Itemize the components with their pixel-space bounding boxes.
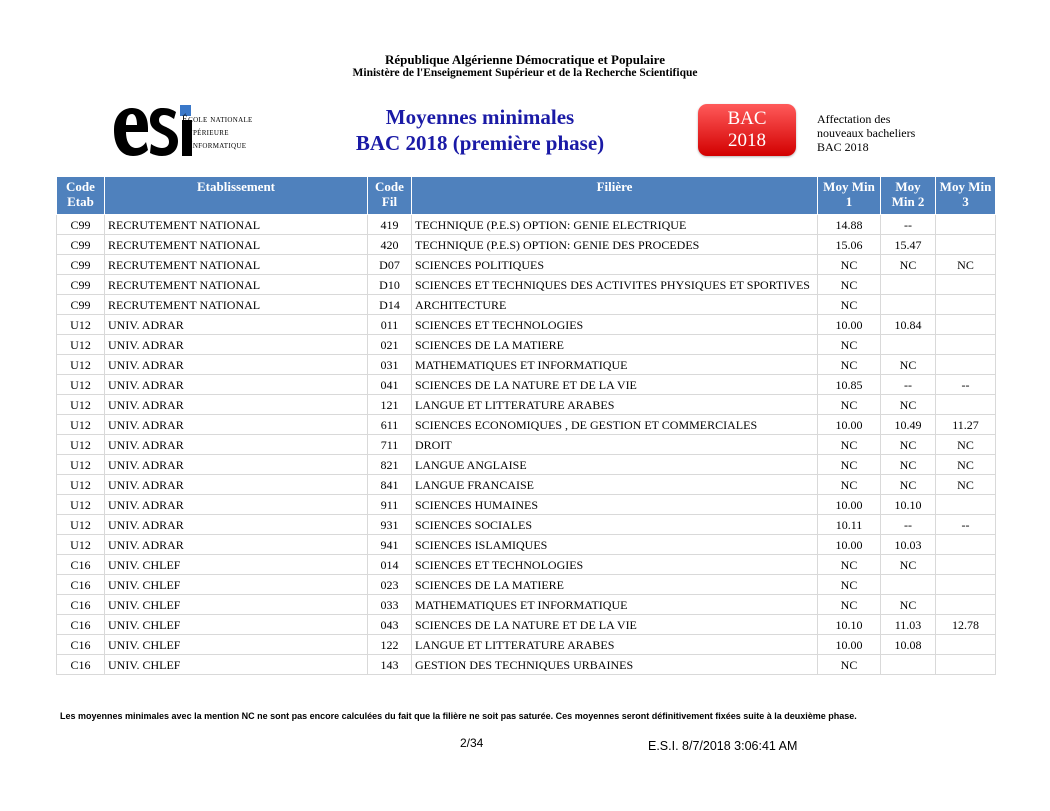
cell-filiere: LANGUE ANGLAISE [412,455,818,475]
cell-code-etab: U12 [57,475,105,495]
cell-moy-min-2: 10.10 [881,495,936,515]
cell-code-etab: U12 [57,395,105,415]
cell-moy-min-1: 10.85 [818,375,881,395]
cell-moy-min-1: NC [818,655,881,675]
col-header-filiere: Filière [412,177,818,215]
cell-moy-min-1: 10.00 [818,495,881,515]
cell-moy-min-1: NC [818,475,881,495]
cell-moy-min-2: NC [881,255,936,275]
cell-code-etab: U12 [57,375,105,395]
cell-moy-min-1: NC [818,275,881,295]
cell-code-etab: U12 [57,335,105,355]
cell-filiere: MATHEMATIQUES ET INFORMATIQUE [412,355,818,375]
cell-filiere: SCIENCES DE LA MATIERE [412,575,818,595]
table-row [57,475,996,495]
col-header-moy-min-3: Moy Min 3 [936,177,996,215]
cell-moy-min-3 [936,295,996,315]
cell-code-fil: D07 [368,255,412,275]
cell-filiere: SCIENCES HUMAINES [412,495,818,515]
cell-moy-min-1: NC [818,455,881,475]
cell-etablissement: UNIV. ADRAR [105,535,368,555]
cell-moy-min-2: NC [881,595,936,615]
cell-code-fil: 043 [368,615,412,635]
cell-moy-min-2 [881,335,936,355]
cell-moy-min-2: -- [881,515,936,535]
cell-moy-min-1: NC [818,555,881,575]
bac-2018-badge: BAC 2018 [698,104,796,156]
cell-filiere: SCIENCES DE LA NATURE ET DE LA VIE [412,615,818,635]
cell-moy-min-3: NC [936,255,996,275]
cell-moy-min-2: NC [881,555,936,575]
cell-moy-min-2 [881,275,936,295]
col-header-code-fil: Code Fil [368,177,412,215]
cell-moy-min-2: 10.08 [881,635,936,655]
cell-moy-min-3 [936,535,996,555]
cell-code-etab: U12 [57,535,105,555]
cell-etablissement: RECRUTEMENT NATIONAL [105,215,368,235]
cell-moy-min-1: 15.06 [818,235,881,255]
cell-filiere: SCIENCES POLITIQUES [412,255,818,275]
cell-moy-min-3 [936,555,996,575]
cell-code-etab: U12 [57,315,105,335]
cell-code-etab: U12 [57,495,105,515]
cell-filiere: LANGUE FRANCAISE [412,475,818,495]
table-row [57,335,996,355]
cell-code-etab: U12 [57,415,105,435]
cell-filiere: SCIENCES ET TECHNIQUES DES ACTIVITES PHYSIQUES ET SPORTIVES [412,275,818,295]
cell-moy-min-1: 10.11 [818,515,881,535]
cell-code-etab: C99 [57,215,105,235]
cell-filiere: LANGUE ET LITTERATURE ARABES [412,635,818,655]
cell-code-fil: 931 [368,515,412,535]
cell-moy-min-2: -- [881,215,936,235]
cell-etablissement: UNIV. CHLEF [105,615,368,635]
cell-moy-min-3 [936,635,996,655]
cell-code-fil: 121 [368,395,412,415]
cell-moy-min-1: NC [818,255,881,275]
table-row [57,455,996,475]
cell-code-fil: 611 [368,415,412,435]
cell-moy-min-3: -- [936,515,996,535]
cell-moy-min-1: 10.00 [818,315,881,335]
table-row [57,515,996,535]
cell-code-fil: 143 [368,655,412,675]
cell-filiere: GESTION DES TECHNIQUES URBAINES [412,655,818,675]
cell-filiere: DROIT [412,435,818,455]
footnote: Les moyennes minimales avec la mention NC ne sont pas encore calculées du fait que la filière ne soit pas saturée. Ces moyennes seront définitivement fixées suite à la deuxième phase. [60,711,857,721]
cell-etablissement: RECRUTEMENT NATIONAL [105,295,368,315]
table-row [57,555,996,575]
col-header-moy-min-2: Moy Min 2 [881,177,936,215]
results-table [56,176,996,675]
cell-moy-min-3 [936,235,996,255]
cell-filiere: SCIENCES ISLAMIQUES [412,535,818,555]
cell-filiere: SCIENCES ET TECHNOLOGIES [412,555,818,575]
cell-moy-min-2: NC [881,475,936,495]
cell-moy-min-3 [936,595,996,615]
cell-moy-min-1: NC [818,575,881,595]
cell-moy-min-2: 10.49 [881,415,936,435]
cell-moy-min-2 [881,295,936,315]
cell-etablissement: UNIV. ADRAR [105,515,368,535]
col-header-moy-min-1: Moy Min 1 [818,177,881,215]
cell-moy-min-1: NC [818,595,881,615]
cell-moy-min-3 [936,335,996,355]
cell-moy-min-3 [936,215,996,235]
col-header-etablissement: Etablissement [105,177,368,215]
cell-moy-min-3: NC [936,455,996,475]
cell-filiere: MATHEMATIQUES ET INFORMATIQUE [412,595,818,615]
cell-code-etab: C99 [57,275,105,295]
cell-moy-min-1: 10.00 [818,635,881,655]
cell-moy-min-1: 10.00 [818,415,881,435]
cell-filiere: SCIENCES SOCIALES [412,515,818,535]
cell-moy-min-3 [936,395,996,415]
table-row [57,575,996,595]
cell-code-etab: C99 [57,255,105,275]
cell-moy-min-2 [881,655,936,675]
cell-moy-min-3 [936,575,996,595]
cell-code-fil: 821 [368,455,412,475]
cell-code-fil: 841 [368,475,412,495]
cell-code-fil: 021 [368,335,412,355]
cell-code-etab: C16 [57,655,105,675]
cell-moy-min-2: NC [881,395,936,415]
cell-filiere: TECHNIQUE (P.E.S) OPTION: GENIE DES PROCEDES [412,235,818,255]
cell-code-fil: 122 [368,635,412,655]
table-row [57,235,996,255]
table-row [57,615,996,635]
cell-etablissement: RECRUTEMENT NATIONAL [105,235,368,255]
cell-code-etab: U12 [57,435,105,455]
cell-etablissement: UNIV. CHLEF [105,655,368,675]
cell-etablissement: UNIV. CHLEF [105,575,368,595]
cell-code-fil: 711 [368,435,412,455]
page-number: 2/34 [460,736,484,750]
cell-code-fil: D10 [368,275,412,295]
cell-moy-min-3 [936,495,996,515]
table-row [57,635,996,655]
cell-etablissement: UNIV. CHLEF [105,595,368,615]
cell-moy-min-3 [936,315,996,335]
cell-etablissement: RECRUTEMENT NATIONAL [105,255,368,275]
cell-etablissement: UNIV. CHLEF [105,635,368,655]
cell-filiere: TECHNIQUE (P.E.S) OPTION: GENIE ELECTRIQUE [412,215,818,235]
cell-moy-min-2: 15.47 [881,235,936,255]
cell-code-etab: U12 [57,355,105,375]
cell-code-etab: U12 [57,515,105,535]
cell-moy-min-2: NC [881,435,936,455]
cell-etablissement: UNIV. ADRAR [105,375,368,395]
cell-code-fil: 041 [368,375,412,395]
table-row [57,395,996,415]
esi-logo-text: École nationale Supérieure d'Informatique [182,115,253,151]
title-line-1: Moyennes minimales [385,105,575,129]
cell-moy-min-1: NC [818,395,881,415]
cell-moy-min-1: 14.88 [818,215,881,235]
table-header-row [57,177,996,215]
cell-moy-min-3: NC [936,475,996,495]
cell-etablissement: UNIV. ADRAR [105,455,368,475]
cell-moy-min-3: 12.78 [936,615,996,635]
cell-etablissement: UNIV. ADRAR [105,355,368,375]
table-row [57,655,996,675]
cell-moy-min-3 [936,655,996,675]
cell-code-etab: C16 [57,615,105,635]
table-row [57,595,996,615]
cell-filiere: LANGUE ET LITTERATURE ARABES [412,395,818,415]
cell-code-etab: U12 [57,455,105,475]
title-line-2: BAC 2018 (première phase) [355,131,605,155]
cell-etablissement: UNIV. ADRAR [105,315,368,335]
cell-moy-min-2 [881,575,936,595]
cell-moy-min-3 [936,355,996,375]
cell-code-etab: C16 [57,595,105,615]
cell-moy-min-3: -- [936,375,996,395]
cell-moy-min-1: NC [818,435,881,455]
cell-etablissement: UNIV. ADRAR [105,395,368,415]
cell-filiere: SCIENCES DE LA MATIERE [412,335,818,355]
table-row [57,495,996,515]
cell-code-fil: 033 [368,595,412,615]
print-stamp: E.S.I. 8/7/2018 3:06:41 AM [648,739,798,753]
cell-code-etab: C16 [57,575,105,595]
cell-moy-min-1: NC [818,355,881,375]
table-row [57,275,996,295]
table-row [57,355,996,375]
cell-moy-min-2: -- [881,375,936,395]
cell-moy-min-3: 11.27 [936,415,996,435]
cell-moy-min-1: 10.00 [818,535,881,555]
cell-moy-min-2: NC [881,455,936,475]
cell-moy-min-2: 10.03 [881,535,936,555]
cell-moy-min-1: NC [818,335,881,355]
cell-filiere: SCIENCES ET TECHNOLOGIES [412,315,818,335]
table-row [57,535,996,555]
table-row [57,255,996,275]
table-row [57,215,996,235]
cell-moy-min-3 [936,275,996,295]
cell-etablissement: UNIV. CHLEF [105,555,368,575]
cell-code-fil: 419 [368,215,412,235]
cell-code-etab: C99 [57,235,105,255]
cell-filiere: SCIENCES DE LA NATURE ET DE LA VIE [412,375,818,395]
cell-code-fil: 420 [368,235,412,255]
cell-moy-min-2: 11.03 [881,615,936,635]
cell-code-fil: 031 [368,355,412,375]
document-title [300,104,660,156]
table-row [57,375,996,395]
cell-code-etab: C16 [57,635,105,655]
table-row [57,415,996,435]
cell-etablissement: UNIV. ADRAR [105,495,368,515]
cell-code-fil: 023 [368,575,412,595]
ministry-heading: Ministère de l'Enseignement Supérieur et de la Recherche Scientifique [352,67,698,79]
table-row [57,295,996,315]
cell-etablissement: UNIV. ADRAR [105,335,368,355]
cell-moy-min-2: 10.84 [881,315,936,335]
cell-moy-min-1: NC [818,295,881,315]
cell-code-fil: 941 [368,535,412,555]
republic-heading: République Algérienne Démocratique et Populaire [385,52,665,67]
cell-code-fil: 011 [368,315,412,335]
cell-code-fil: 911 [368,495,412,515]
side-note: Affectation des nouveaux bacheliers BAC 2018 [817,112,916,154]
table-row [57,315,996,335]
table-row [57,435,996,455]
cell-etablissement: UNIV. ADRAR [105,435,368,455]
cell-etablissement: UNIV. ADRAR [105,415,368,435]
cell-etablissement: RECRUTEMENT NATIONAL [105,275,368,295]
cell-filiere: ARCHITECTURE [412,295,818,315]
cell-code-fil: D14 [368,295,412,315]
cell-code-etab: C16 [57,555,105,575]
col-header-code-etab: Code Etab [57,177,105,215]
cell-filiere: SCIENCES ECONOMIQUES , DE GESTION ET COMMERCIALES [412,415,818,435]
cell-moy-min-2: NC [881,355,936,375]
cell-code-etab: C99 [57,295,105,315]
cell-moy-min-3: NC [936,435,996,455]
cell-moy-min-1: 10.10 [818,615,881,635]
cell-etablissement: UNIV. ADRAR [105,475,368,495]
cell-code-fil: 014 [368,555,412,575]
